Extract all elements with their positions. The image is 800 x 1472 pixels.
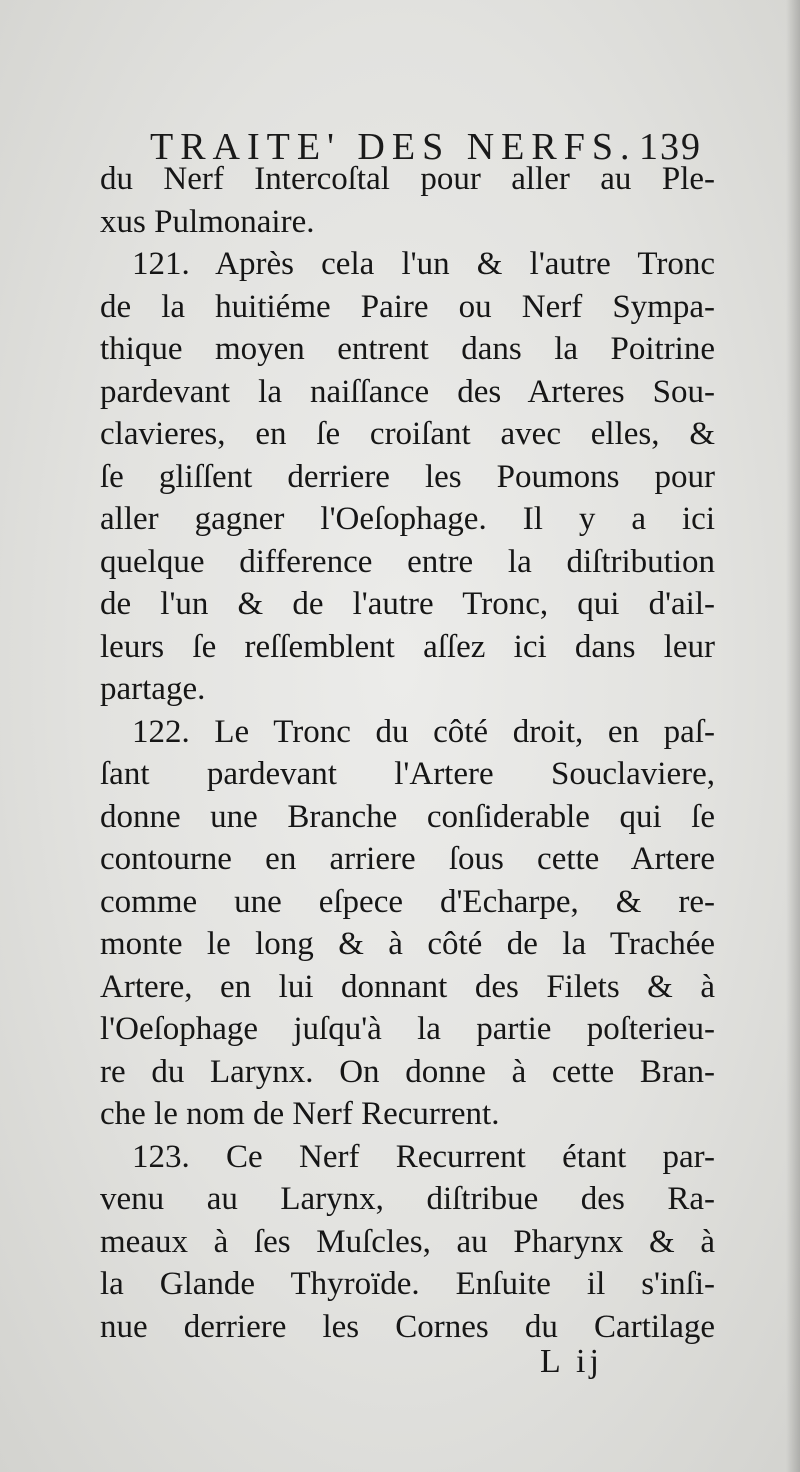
text-line: ſant pardevant l'Artere Souclaviere, (100, 756, 715, 792)
text-line: comme une eſpece d'Echarpe, & re- (100, 883, 715, 920)
paragraph-123-start: 123. Ce Nerf Recurrent étant par- (132, 1138, 715, 1175)
text-line: de la huitiéme Paire ou Nerf Sympa- (100, 288, 715, 325)
text-line: contourne en arriere ſous cette Artere (100, 841, 715, 877)
text-line: xus Pulmonaire. (100, 203, 315, 240)
page-number: 139 (639, 126, 702, 168)
text-line: Artere, en lui donnant des Filets & à (100, 968, 715, 1005)
text-line: l'Oeſophage juſqu'à la partie poſterieu- (100, 1011, 715, 1047)
text-line: re du Larynx. On donne à cette Bran- (100, 1053, 715, 1090)
text-line: meaux à ſes Muſcles, au Pharynx & à (100, 1223, 715, 1260)
text-line: la Glande Thyroïde. Enſuite il s'inſi- (100, 1266, 715, 1302)
text-line: che le nom de Nerf Recurrent. (100, 1096, 500, 1132)
text-line: partage. (100, 671, 206, 707)
text-line: quelque difference entre la diſtribution (100, 543, 715, 580)
text-line: donne une Branche conſiderable qui ſe (100, 798, 715, 835)
body-text (100, 158, 715, 1348)
text-line: ſe gliſſent derriere les Poumons pour (100, 458, 715, 495)
text-line: clavieres, en ſe croiſant avec elles, & (100, 416, 715, 452)
running-head-title: TRAITE' DES NERFS. (150, 126, 637, 168)
text-line: aller gagner l'Oeſophage. Il y a ici (100, 501, 715, 537)
page-edge-shadow (786, 0, 800, 1472)
text-line: thique moyen entrent dans la Poitrine (100, 331, 715, 367)
paragraph-121-start: 121. Après cela l'un & l'autre Tronc (132, 246, 715, 282)
paragraph-122-start: 122. Le Tronc du côté droit, en paſ- (132, 713, 715, 750)
text-line: venu au Larynx, diſtribue des Ra- (100, 1181, 715, 1217)
text-line: monte le long & à côté de la Trachée (100, 926, 715, 962)
text-line: leurs ſe reſſemblent aſſez ici dans leur (100, 628, 715, 665)
text-line: pardevant la naiſſance des Arteres Sou- (100, 373, 715, 410)
text-line: nue derriere les Cornes du Cartilage (100, 1308, 715, 1345)
text-line: du Nerf Intercoſtal pour aller au Ple- (100, 161, 715, 197)
text-line: de l'un & de l'autre Tronc, qui d'ail- (100, 586, 715, 622)
signature-mark: L ij (540, 1343, 603, 1380)
